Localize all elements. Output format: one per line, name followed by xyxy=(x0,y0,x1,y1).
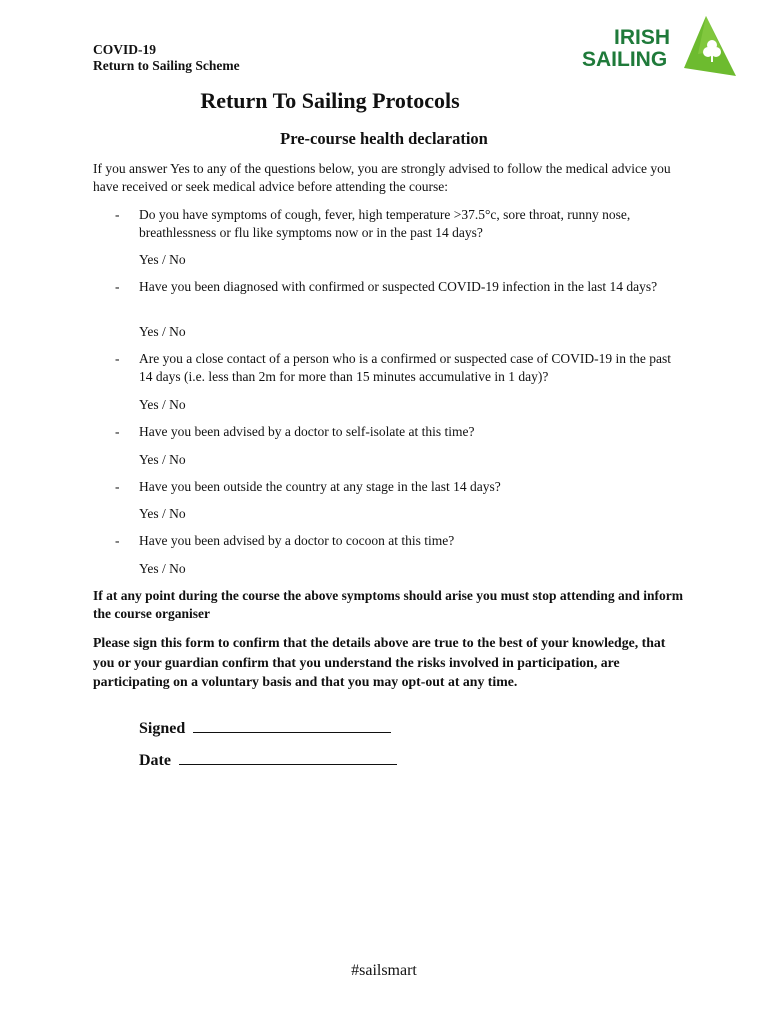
symptoms-warning: If at any point during the course the above symptoms should arise you must stop attending and inform the course organiser xyxy=(93,588,683,621)
answer-yes-no[interactable]: Yes / No xyxy=(139,561,186,576)
answer-yes-no[interactable]: Yes / No xyxy=(139,397,186,412)
list-dash: - xyxy=(115,207,120,222)
signed-row xyxy=(139,720,391,738)
logo-word-irish: IRISH xyxy=(614,26,671,49)
document-header xyxy=(93,42,240,74)
date-label: Date xyxy=(139,752,171,769)
header-line-scheme: Return to Sailing Scheme xyxy=(93,58,240,73)
list-dash: - xyxy=(115,424,120,439)
page-subtitle: Pre-course health declaration xyxy=(280,129,488,148)
question-text: Do you have symptoms of cough, fever, high temperature >37.5°c, sore throat, runny nose, breathlessness or flu like symptoms now or in the past 14 days? xyxy=(139,207,631,240)
question-text: Are you a close contact of a person who is a confirmed or suspected case of COVID-19 in the past 14 days (i.e. less than 2m for more than 15 minutes accumulative in 1 day)? xyxy=(139,351,671,384)
intro-paragraph: If you answer Yes to any of the questions below, you are strongly advised to follow the medical advice you have received or seek medical advice before attending the course: xyxy=(93,161,671,194)
logo-word-sailing: SAILING xyxy=(582,48,668,71)
list-dash: - xyxy=(115,479,120,494)
question-text: Have you been advised by a doctor to cocoon at this time? xyxy=(139,533,455,548)
question-text: Have you been diagnosed with confirmed or suspected COVID-19 infection in the last 14 days? xyxy=(139,279,658,294)
declaration-paragraph: Please sign this form to confirm that the details above are true to the best of your knowledge, that you or your guardian confirm that you understand the risks involved in participation, are participating on a voluntary basis and that you may opt-out at any time. xyxy=(93,635,666,689)
date-row xyxy=(139,752,397,770)
question-text: Have you been outside the country at any stage in the last 14 days? xyxy=(139,479,501,494)
date-field[interactable] xyxy=(179,753,397,765)
signed-label: Signed xyxy=(139,720,186,737)
answer-yes-no[interactable]: Yes / No xyxy=(139,252,186,267)
list-dash: - xyxy=(115,279,120,294)
page-title: Return To Sailing Protocols xyxy=(200,88,460,113)
list-dash: - xyxy=(115,351,120,366)
answer-yes-no[interactable]: Yes / No xyxy=(139,506,186,521)
signature-field[interactable] xyxy=(193,721,391,733)
answer-yes-no[interactable]: Yes / No xyxy=(139,324,186,339)
irish-sailing-logo xyxy=(580,14,740,80)
shamrock-sail-icon xyxy=(684,16,736,76)
footer-hashtag: #sailsmart xyxy=(351,962,417,979)
list-dash: - xyxy=(115,533,120,548)
question-text: Have you been advised by a doctor to self-isolate at this time? xyxy=(139,424,475,439)
header-line-covid: COVID-19 xyxy=(93,42,156,57)
answer-yes-no[interactable]: Yes / No xyxy=(139,452,186,467)
